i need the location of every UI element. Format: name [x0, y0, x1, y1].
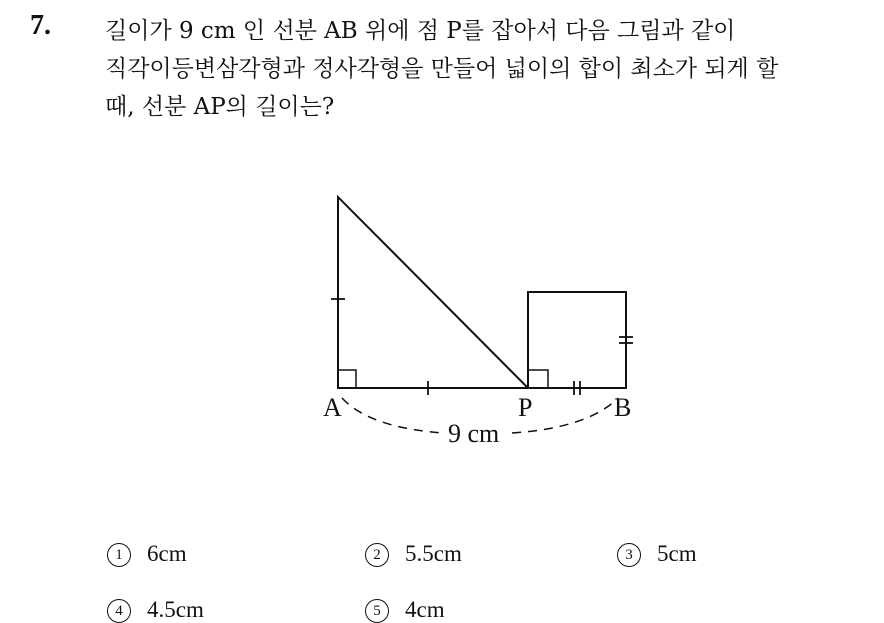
dimension-arc-dashed [342, 398, 444, 433]
square [528, 292, 626, 388]
choice-2-text: 5.5cm [405, 541, 462, 566]
question-line-3: 때, 선분 AP의 길이는? [105, 94, 335, 120]
right-angle-mark-p [528, 370, 548, 388]
choice-4-text: 4.5cm [147, 597, 204, 622]
right-isosceles-triangle [338, 197, 528, 388]
choice-5[interactable] [365, 597, 445, 623]
choice-3-text: 5cm [657, 541, 697, 566]
right-angle-mark-a [338, 370, 356, 388]
choice-1[interactable] [107, 541, 187, 567]
label-b: B [614, 393, 632, 422]
question-number: 7. [30, 10, 51, 41]
choice-3-circled-number: 3 [617, 543, 641, 567]
label-p: P [518, 393, 533, 422]
choice-5-text: 4cm [405, 597, 445, 622]
question-line-2: 직각이등변삼각형과 정사각형을 만들어 넓이의 합이 최소가 되게 할 [105, 56, 779, 82]
choice-2-circled-number: 2 [365, 543, 389, 567]
choice-5-circled-number: 5 [365, 599, 389, 623]
choice-1-text: 6cm [147, 541, 187, 566]
question-line-1: 길이가 9 cm 인 선분 AB 위에 점 P를 잡아서 다음 그림과 같이 [105, 18, 736, 44]
label-a: A [323, 393, 342, 422]
choice-4[interactable] [107, 597, 204, 623]
choice-3[interactable] [617, 541, 697, 567]
choice-4-circled-number: 4 [107, 599, 131, 623]
choice-1-circled-number: 1 [107, 543, 131, 567]
choice-2[interactable] [365, 541, 462, 567]
label-length: 9 cm [448, 419, 500, 448]
